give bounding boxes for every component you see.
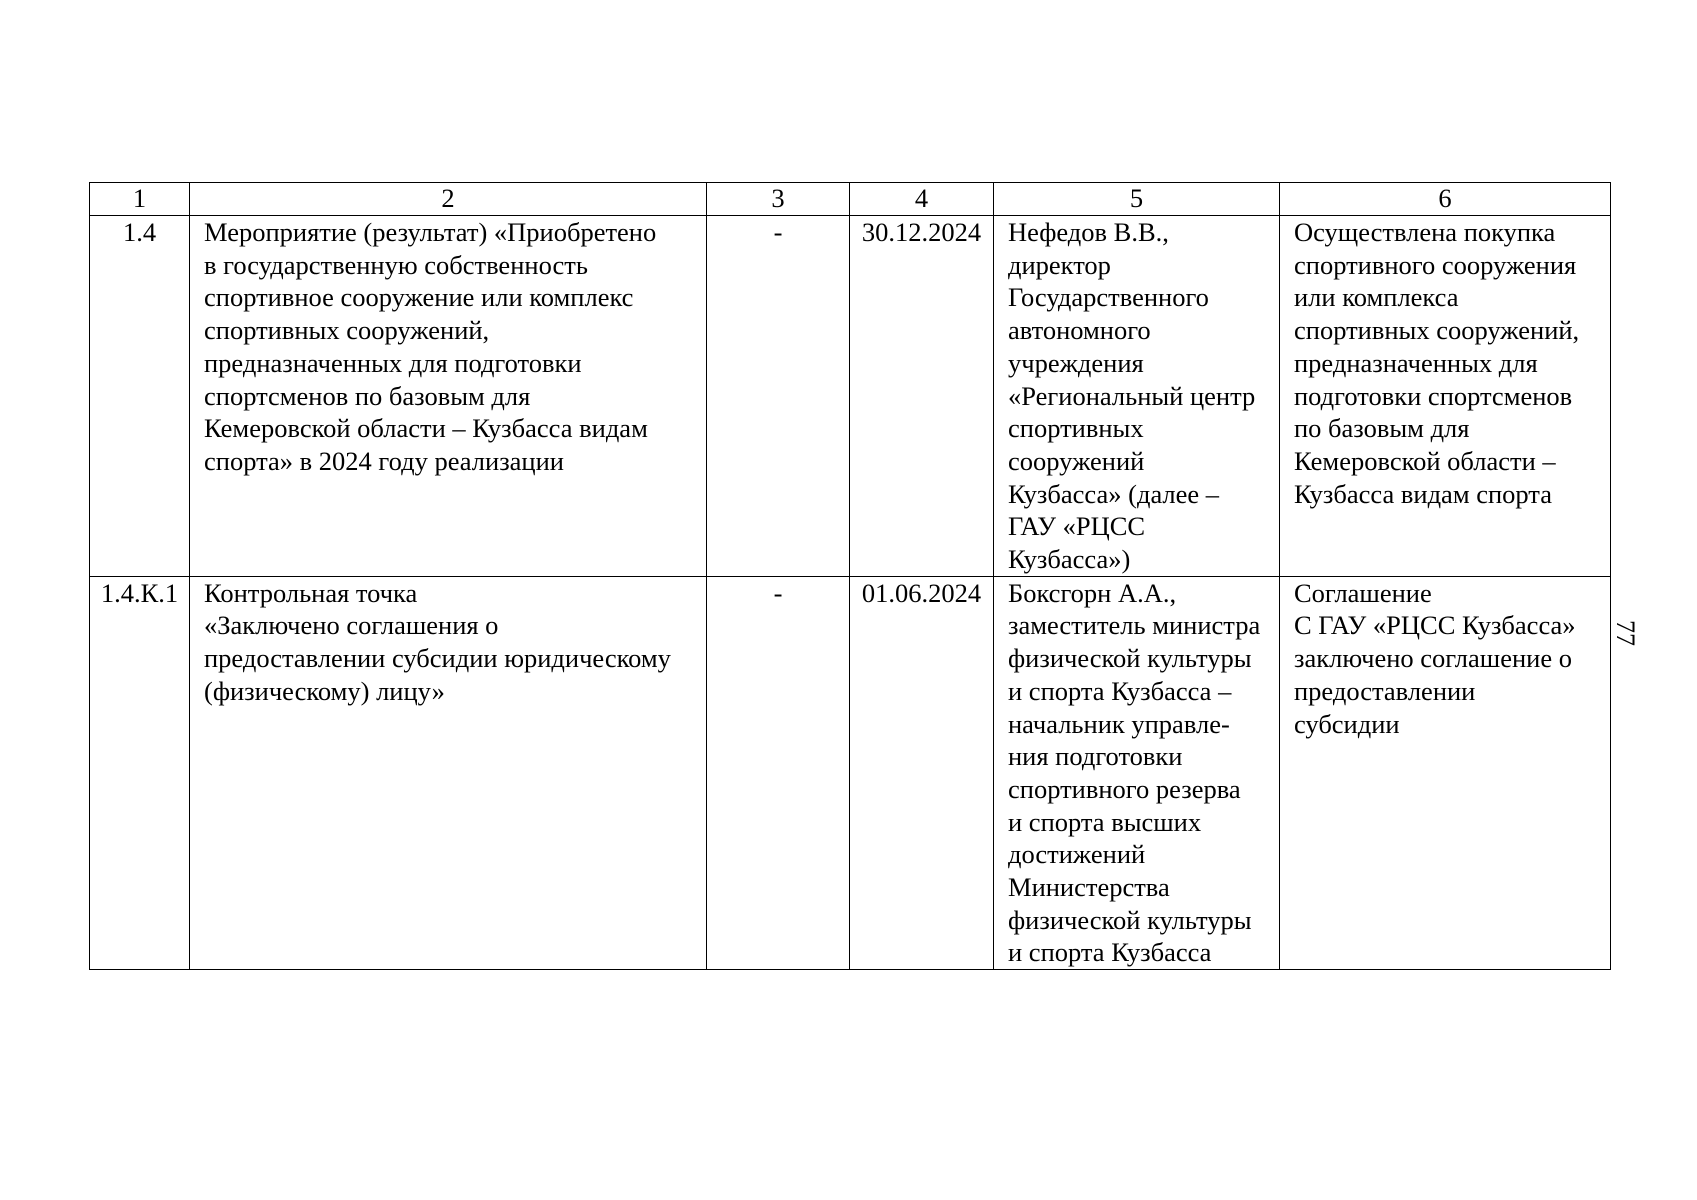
- header-col-4: 4: [850, 183, 994, 216]
- header-col-2: 2: [190, 183, 707, 216]
- text-line: заместитель министра: [1008, 610, 1261, 641]
- text-line: Осуществлена покупка: [1294, 217, 1556, 247]
- header-col-5: 5: [994, 183, 1280, 216]
- header-col-3: 3: [707, 183, 850, 216]
- text-line: «Региональный центр: [1008, 380, 1256, 411]
- header-col-6: 6: [1280, 183, 1611, 216]
- text-line: и спорта высших: [1008, 806, 1202, 837]
- text-line: Кемеровской области – Кузбасса видам: [204, 413, 648, 444]
- text-line: спортсменов по базовым для: [204, 380, 531, 411]
- text-line: предназначенных для подготовки: [204, 347, 582, 378]
- page-number: 77: [1611, 620, 1640, 646]
- text-line: Мероприятие (результат) «Приобретено: [204, 217, 657, 247]
- deadline-date: 01.06.2024: [850, 576, 994, 969]
- text-line: в государственную собственность: [204, 249, 588, 280]
- expected-result: [1280, 216, 1611, 577]
- responsible-person: [994, 576, 1280, 969]
- text-line: автономного: [1008, 315, 1151, 346]
- text-line: Государственного: [1008, 282, 1209, 313]
- text-line: «Заключено соглашения о: [204, 610, 499, 641]
- row-number: 1.4: [90, 216, 190, 577]
- text-line: подготовки спортсменов: [1294, 380, 1573, 411]
- text-line: спортивное сооружение или комплекс: [204, 282, 634, 313]
- text-line: субсидии: [1294, 708, 1400, 739]
- plan-table: [89, 182, 1611, 970]
- col3-value: -: [707, 576, 850, 969]
- text-line: предназначенных для: [1294, 347, 1538, 378]
- event-name: [190, 216, 707, 577]
- row-number: 1.4.К.1: [90, 576, 190, 969]
- text-line: предоставлении субсидии юридическому: [204, 643, 671, 674]
- text-line: спортивных сооружений,: [204, 315, 490, 346]
- text-line: начальник управле-: [1008, 708, 1230, 739]
- text-line: сооружений: [1008, 445, 1145, 476]
- text-line: (физическому) лицу»: [204, 675, 445, 706]
- text-line: учреждения: [1008, 347, 1144, 378]
- table-row: [90, 576, 1611, 969]
- text-line: ГАУ «РЦСС: [1008, 511, 1146, 542]
- text-line: Кемеровской области –: [1294, 445, 1556, 476]
- deadline-date: 30.12.2024: [850, 216, 994, 577]
- text-line: спортивных: [1008, 413, 1144, 444]
- text-line: достижений: [1008, 839, 1146, 870]
- text-line: спортивных сооружений,: [1294, 315, 1580, 346]
- text-line: спорта» в 2024 году реализации: [204, 445, 564, 476]
- text-line: по базовым для: [1294, 413, 1470, 444]
- text-line: физической культуры: [1008, 643, 1252, 674]
- responsible-person: [994, 216, 1280, 577]
- text-line: спортивного резерва: [1008, 773, 1241, 804]
- table-row: [90, 216, 1611, 577]
- text-line: директор: [1008, 249, 1111, 280]
- event-name: [190, 576, 707, 969]
- text-line: Кузбасса»): [1008, 544, 1131, 575]
- expected-result: [1280, 576, 1611, 969]
- text-line: и спорта Кузбасса –: [1008, 675, 1232, 706]
- text-line: физической культуры: [1008, 904, 1252, 935]
- text-line: Нефедов В.В.,: [1008, 217, 1169, 247]
- text-line: Кузбасса» (далее –: [1008, 478, 1220, 509]
- text-line: Кузбасса видам спорта: [1294, 478, 1552, 509]
- text-line: спортивного сооружения: [1294, 249, 1577, 280]
- text-line: или комплекса: [1294, 282, 1459, 313]
- header-col-1: 1: [90, 183, 190, 216]
- text-line: предоставлении: [1294, 675, 1476, 706]
- text-line: Боксгорн А.А.,: [1008, 577, 1177, 608]
- text-line: Контрольная точка: [204, 577, 418, 608]
- header-row: [90, 183, 1611, 216]
- text-line: С ГАУ «РЦСС Кузбасса»: [1294, 610, 1576, 641]
- text-line: Министерства: [1008, 872, 1170, 903]
- text-line: и спорта Кузбасса: [1008, 937, 1212, 968]
- text-line: заключено соглашение о: [1294, 643, 1572, 674]
- text-line: ния подготовки: [1008, 741, 1183, 772]
- col3-value: -: [707, 216, 850, 577]
- text-line: Соглашение: [1294, 577, 1432, 608]
